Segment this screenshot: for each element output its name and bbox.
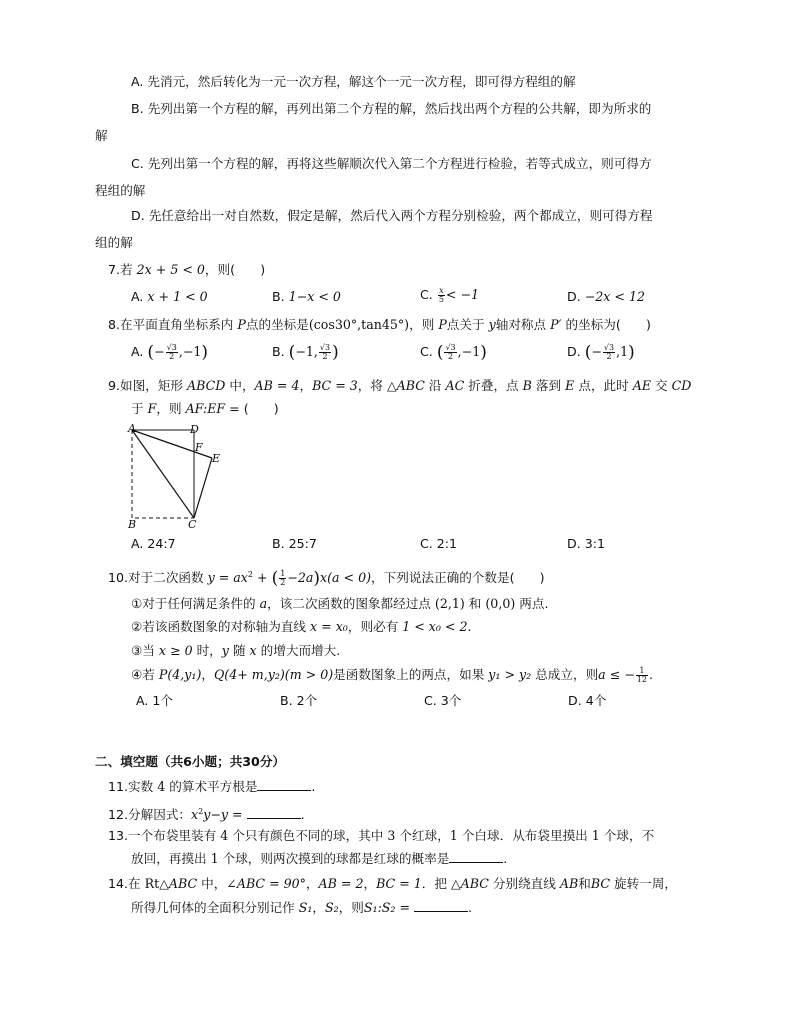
q11-four: 4 bbox=[157, 779, 166, 794]
q9-text-e: 折叠，点 bbox=[468, 378, 519, 393]
q8-a-comma: , bbox=[178, 344, 183, 359]
q7-option-c-math: < −1 bbox=[445, 287, 480, 302]
q8-c-label: C. bbox=[420, 344, 433, 359]
q6-option-d-cont: 组的解 bbox=[95, 235, 133, 250]
q13-text-b: 个只有颜色不同的球，其中 bbox=[232, 828, 384, 843]
q7-option-a bbox=[131, 288, 208, 306]
q8-a-fraction bbox=[166, 344, 178, 361]
q8-text-b: 点的坐标是 bbox=[245, 317, 309, 332]
q8-text-d: 点关于 bbox=[446, 317, 485, 332]
q6-option-a: A. 先消元，然后转化为一元一次方程，解这个一元一次方程，即可得方程组的解 bbox=[131, 74, 576, 89]
q7-text-post: ，则( ) bbox=[204, 262, 266, 277]
q8-stem bbox=[108, 316, 651, 334]
q8-coordinate: (cos30°,tan45°) bbox=[308, 317, 410, 332]
q11 bbox=[108, 778, 315, 796]
q9-sep1: ， bbox=[299, 378, 313, 393]
q8-b-den: 2 bbox=[322, 352, 328, 361]
q14-end: . bbox=[468, 900, 473, 915]
q6-option-c: C. 先列出第一个方程的解，再将这些解顺次代入第二个方程进行检验，若等式成立，则可得方 bbox=[131, 156, 652, 171]
q10-s1-a: ①对于任何满足条件的 bbox=[131, 596, 256, 611]
q10-func-b: −2a bbox=[287, 570, 314, 586]
q12-end: . bbox=[300, 807, 305, 823]
q9-figure bbox=[124, 420, 224, 532]
q10-statement-1 bbox=[131, 595, 548, 613]
section-2-title: 二、填空题（共6小题；共30分） bbox=[95, 754, 286, 769]
q8-c-num: √3 bbox=[445, 343, 456, 352]
q14-s1: S₁ bbox=[298, 900, 313, 915]
q9-rect: ABCD bbox=[187, 378, 226, 393]
q10-s3-x: x bbox=[249, 643, 257, 658]
q9-text-b: 中， bbox=[229, 378, 255, 393]
q10-fraction bbox=[279, 570, 286, 587]
q11-text-a: 实数 bbox=[128, 779, 154, 794]
q11-text-b: 的算术平方根是 bbox=[169, 779, 258, 794]
q8-d-one: 1 bbox=[620, 344, 629, 359]
q8-d-label: D. bbox=[567, 344, 581, 359]
q11-answer-blank[interactable] bbox=[257, 778, 311, 791]
q13-text-2a: 放回，再摸出 bbox=[131, 851, 207, 866]
q10-statement-4 bbox=[131, 666, 653, 684]
fig-ec bbox=[194, 458, 212, 518]
q9-point-e: E bbox=[565, 378, 575, 393]
q9-stem-line1 bbox=[108, 377, 691, 395]
q10-plus: + bbox=[253, 570, 272, 586]
q12-text-a: 分解因式： bbox=[128, 807, 191, 823]
q10-option-a: A. 1个 bbox=[136, 693, 174, 708]
q10-s4-m1: P(4,y₁) bbox=[158, 667, 202, 682]
q9-text-h: 交 bbox=[655, 378, 668, 393]
q14-text-a: 在 bbox=[128, 876, 141, 891]
q13-four: 4 bbox=[220, 828, 229, 843]
q13-text-c: 个红球， bbox=[399, 828, 450, 843]
q8-c-fraction bbox=[444, 344, 456, 361]
q10-s3-c: 随 bbox=[232, 643, 246, 658]
q7-option-b-math: 1−x < 0 bbox=[288, 289, 341, 304]
q8-b-comma: , bbox=[313, 344, 318, 359]
q9-bc: BC = 3 bbox=[312, 378, 358, 393]
q8-d-num: √3 bbox=[603, 343, 615, 352]
fig-label-a: A bbox=[128, 422, 136, 435]
q10-s4-m2: Q(4+ m,y₂)(m > 0) bbox=[213, 667, 334, 682]
q10-s4-m4: a ≤ − bbox=[598, 667, 635, 682]
q8-d-minus: − bbox=[591, 344, 602, 359]
q9-ae: AE bbox=[632, 378, 652, 393]
q8-option-a: A. (− $\frac{√3}{2}$ ,−1) bbox=[131, 342, 209, 363]
q8-axis-y: y bbox=[488, 317, 496, 332]
q8-option-c: C. ( $\frac{√3}{2}$ ,−1) bbox=[420, 342, 487, 363]
q9-option-c: C. 2:1 bbox=[420, 536, 458, 551]
q10-option-b: B. 2个 bbox=[280, 693, 318, 708]
q10-s4-d: 总成立，则 bbox=[535, 667, 599, 682]
q10-option-c: C. 3个 bbox=[424, 693, 462, 708]
q14-number: 14. bbox=[108, 876, 129, 891]
q14-bc: BC = 1 bbox=[376, 876, 422, 891]
q14-triangle-2: △ABC bbox=[450, 876, 489, 891]
q10-s1-c: 和 bbox=[468, 596, 482, 611]
q10-s3-m1: x ≥ 0 bbox=[158, 643, 193, 658]
q14-ab: AB = 2 bbox=[318, 876, 364, 891]
q14-answer-blank[interactable] bbox=[414, 899, 468, 912]
q8-option-d: D. (− $\frac{√3}{2}$ ,1) bbox=[567, 342, 635, 363]
q8-a-num: √3 bbox=[166, 343, 177, 352]
q7-option-d-math: −2x < 12 bbox=[584, 289, 645, 304]
q8-c-comma: , bbox=[457, 344, 462, 359]
q10-text-a: 对于二次函数 bbox=[128, 570, 204, 586]
q14-rt: Rt bbox=[144, 876, 160, 891]
q9-ratio: AF:EF bbox=[185, 401, 226, 416]
q8-text-f: 的坐标为( ) bbox=[565, 317, 651, 332]
q10-s3-y: y bbox=[221, 643, 229, 658]
q10-stem: 10.对于二次函数 $y = ax^2$ + ( $\frac{1}{2}$ −2a)x(a < 0)，下列说法正确的个数是( ) bbox=[108, 568, 545, 589]
q8-a-one: 1 bbox=[193, 344, 202, 359]
q14-text-e: 和 bbox=[578, 876, 591, 891]
fig-label-e: E bbox=[212, 452, 221, 465]
q10-func-a: y = ax bbox=[207, 570, 248, 586]
q9-text-d: 沿 bbox=[428, 378, 442, 393]
q13-end: . bbox=[503, 851, 508, 866]
q10-s1-d: 两点. bbox=[519, 596, 549, 611]
q8-point-p-2: P bbox=[438, 317, 447, 332]
q14-ab-line: AB bbox=[559, 876, 579, 891]
q13-three: 3 bbox=[387, 828, 396, 843]
q14-text-2b: ，则 bbox=[338, 900, 364, 915]
q10-text-b: ，下列说法正确的个数是( ) bbox=[371, 570, 545, 586]
q9-option-a: A. 24:7 bbox=[131, 536, 176, 551]
q13-text-e: 个球，不 bbox=[603, 828, 655, 843]
q14-text-2a: 所得几何体的全面积分别记作 bbox=[131, 900, 295, 915]
q10-s4-fraction bbox=[636, 667, 648, 684]
fig-ac bbox=[132, 430, 194, 518]
q10-s2-a: ②若该函数图象的对称轴为直线 bbox=[131, 619, 307, 634]
q8-c-den: 2 bbox=[448, 352, 454, 361]
q7-c-denominator: 5 bbox=[438, 295, 444, 304]
q10-s1-b: ，该二次函数的图象都经过点 bbox=[267, 596, 431, 611]
q12-number: 12. bbox=[108, 807, 129, 823]
q10-number: 10. bbox=[108, 570, 129, 586]
q9-point-b: B bbox=[522, 378, 532, 393]
q8-d-den: 2 bbox=[606, 352, 612, 361]
q7-option-d-label: D. bbox=[567, 289, 581, 304]
q14-sep: ， bbox=[305, 876, 319, 891]
q7-inequality: 2x + 5 < 0 bbox=[136, 262, 205, 277]
q14-text-c: ．把 bbox=[421, 876, 447, 891]
q7-text-pre: 若 bbox=[120, 262, 133, 277]
q12-answer-blank[interactable] bbox=[247, 806, 301, 819]
fig-label-b: B bbox=[128, 518, 137, 531]
q13-one-2: 1 bbox=[591, 828, 600, 843]
q9-text-c: ，将 bbox=[357, 378, 383, 393]
q10-s1-var: a bbox=[259, 596, 268, 611]
q8-point-p-prime: P′ bbox=[550, 317, 562, 332]
q6-option-c-cont: 程组的解 bbox=[95, 183, 146, 198]
q10-s3-a: ③当 bbox=[131, 643, 155, 658]
q8-a-minus-2: − bbox=[182, 344, 194, 359]
q7-number: 7. bbox=[108, 262, 121, 277]
q10-s2-m2: 1 < x₀ < 2 bbox=[402, 619, 468, 634]
q8-number: 8. bbox=[108, 317, 121, 332]
q8-a-minus: − bbox=[154, 344, 165, 359]
q13-text-2b: 个球，则两次摸到的球都是红球的概率是 bbox=[222, 851, 450, 866]
q7-option-c bbox=[420, 286, 479, 304]
q7-option-b-label: B. bbox=[272, 289, 285, 304]
q8-b-minus: − bbox=[295, 344, 306, 359]
q9-cd: CD bbox=[671, 378, 692, 393]
q10-option-d: D. 4个 bbox=[568, 693, 607, 708]
q8-d-fraction bbox=[603, 344, 615, 361]
q9-text-2b: ，则 bbox=[156, 401, 182, 416]
q8-option-b: B. (−1, $\frac{√3}{2}$ ) bbox=[272, 342, 339, 363]
q11-number: 11. bbox=[108, 779, 129, 794]
q8-text-c: ，则 bbox=[409, 317, 435, 332]
q14-bc-line: BC bbox=[590, 876, 610, 891]
q10-s1-p1: (2,1) bbox=[434, 596, 465, 611]
q14-ratio: S₁:S₂ = bbox=[363, 900, 411, 915]
q7-option-a-label: A. bbox=[131, 289, 144, 304]
q9-option-d: D. 3:1 bbox=[567, 536, 605, 551]
q10-frac-num: 1 bbox=[280, 569, 286, 579]
q10-sup: 2 bbox=[247, 570, 253, 579]
q13-text-a: 一个布袋里装有 bbox=[128, 828, 217, 843]
q8-b-fraction bbox=[319, 344, 331, 361]
q9-text-2c: = ( ) bbox=[229, 401, 279, 416]
q11-end: . bbox=[311, 779, 316, 794]
q14-text-d: 分别绕直线 bbox=[492, 876, 556, 891]
q10-s2-c: . bbox=[467, 619, 472, 634]
q13-one: 1 bbox=[449, 828, 458, 843]
q14-sep2: ， bbox=[363, 876, 377, 891]
fig-label-f: F bbox=[195, 441, 203, 454]
q12-m1: x bbox=[191, 807, 199, 823]
q14-text-b: 中， bbox=[201, 876, 227, 891]
q8-a-den: 2 bbox=[169, 352, 175, 361]
q13-number: 13. bbox=[108, 828, 129, 843]
q7-c-numerator: x bbox=[439, 286, 444, 295]
q10-s4-m3: y₁ > y₂ bbox=[488, 667, 532, 682]
q9-text-2a: 于 bbox=[131, 401, 144, 416]
q8-a-label: A. bbox=[131, 344, 144, 359]
q9-text-g: 点，此时 bbox=[578, 378, 629, 393]
q13-answer-blank[interactable] bbox=[449, 850, 503, 863]
q9-text-f: 落到 bbox=[535, 378, 562, 393]
q7-option-b bbox=[272, 288, 341, 306]
q13-one-3: 1 bbox=[210, 851, 219, 866]
q10-s4-a: ④若 bbox=[131, 667, 155, 682]
q8-c-one: 1 bbox=[472, 344, 481, 359]
q9-point-f: F bbox=[147, 401, 157, 416]
q10-s4-frac-den: 12 bbox=[636, 675, 647, 684]
q12-sup: 2 bbox=[198, 807, 204, 816]
q9-option-b: B. 25:7 bbox=[272, 536, 317, 551]
q10-frac-den: 2 bbox=[280, 578, 286, 588]
q6-option-d: D. 先任意给出一对自然数，假定是解，然后代入两个方程分别检验，两个都成立，则可得方程 bbox=[131, 208, 653, 223]
q8-b-one: 1 bbox=[305, 344, 314, 359]
q8-text-e: 轴对称点 bbox=[495, 317, 547, 332]
q8-point-p: P bbox=[237, 317, 246, 332]
q14-text-f: 旋转一周， bbox=[613, 876, 677, 891]
q14-comma: ， bbox=[312, 900, 326, 915]
q9-text-a: 如图，矩形 bbox=[120, 378, 183, 393]
q12-m2: y−y = bbox=[203, 807, 243, 823]
q9-ab: AB = 4 bbox=[254, 378, 300, 393]
q14-line1 bbox=[108, 875, 677, 893]
q10-s4-c: 是函数图象上的两点，如果 bbox=[333, 667, 485, 682]
q7-option-a-math: x + 1 < 0 bbox=[147, 289, 208, 304]
q9-triangle: △ABC bbox=[386, 378, 425, 393]
q9-stem-line2 bbox=[131, 400, 279, 418]
q8-b-label: B. bbox=[272, 344, 285, 359]
q13-line1 bbox=[108, 827, 654, 845]
q14-triangle: △ABC bbox=[159, 876, 198, 891]
q14-line2 bbox=[131, 899, 472, 917]
q10-s1-p2: (0,0) bbox=[485, 596, 516, 611]
q7-option-c-fraction bbox=[438, 287, 445, 304]
q10-s4-b: ， bbox=[201, 667, 214, 682]
q8-text-a: 在平面直角坐标系内 bbox=[120, 317, 234, 332]
fig-label-d: D bbox=[190, 423, 199, 436]
q13-text-d: 个白球．从布袋里摸出 bbox=[461, 828, 588, 843]
q8-b-num: √3 bbox=[319, 343, 331, 352]
q6-option-b: B. 先列出第一个方程的解，再列出第二个方程的解，然后找出两个方程的公共解，即为所求的 bbox=[131, 101, 652, 116]
q7-option-d bbox=[567, 288, 645, 306]
q10-s2-b: ，则必有 bbox=[347, 619, 399, 634]
q12 bbox=[108, 803, 305, 824]
fig-label-c: C bbox=[188, 518, 197, 531]
q14-s2: S₂ bbox=[325, 900, 339, 915]
q10-statement-2 bbox=[131, 618, 472, 636]
q8-d-comma: , bbox=[616, 344, 621, 359]
q10-func-c: x(a < 0) bbox=[320, 570, 372, 586]
q9-number: 9. bbox=[108, 378, 121, 393]
q7-stem bbox=[108, 261, 265, 279]
q10-s3-b: 时， bbox=[196, 643, 222, 658]
q8-c-minus: − bbox=[461, 344, 473, 359]
q13-line2 bbox=[131, 850, 507, 868]
q10-s3-d: 的增大而增大. bbox=[260, 643, 341, 658]
q10-s4-frac-num: 1 bbox=[636, 667, 648, 676]
q10-s2-m1: x = x₀ bbox=[310, 619, 348, 634]
q7-option-c-label: C. bbox=[420, 287, 433, 302]
q10-statement-3 bbox=[131, 642, 340, 660]
q10-s4-e: . bbox=[648, 667, 653, 682]
q9-ac: AC bbox=[445, 378, 465, 393]
q6-option-b-cont: 解 bbox=[95, 128, 108, 143]
q14-angle: ∠ABC = 90° bbox=[226, 876, 306, 891]
